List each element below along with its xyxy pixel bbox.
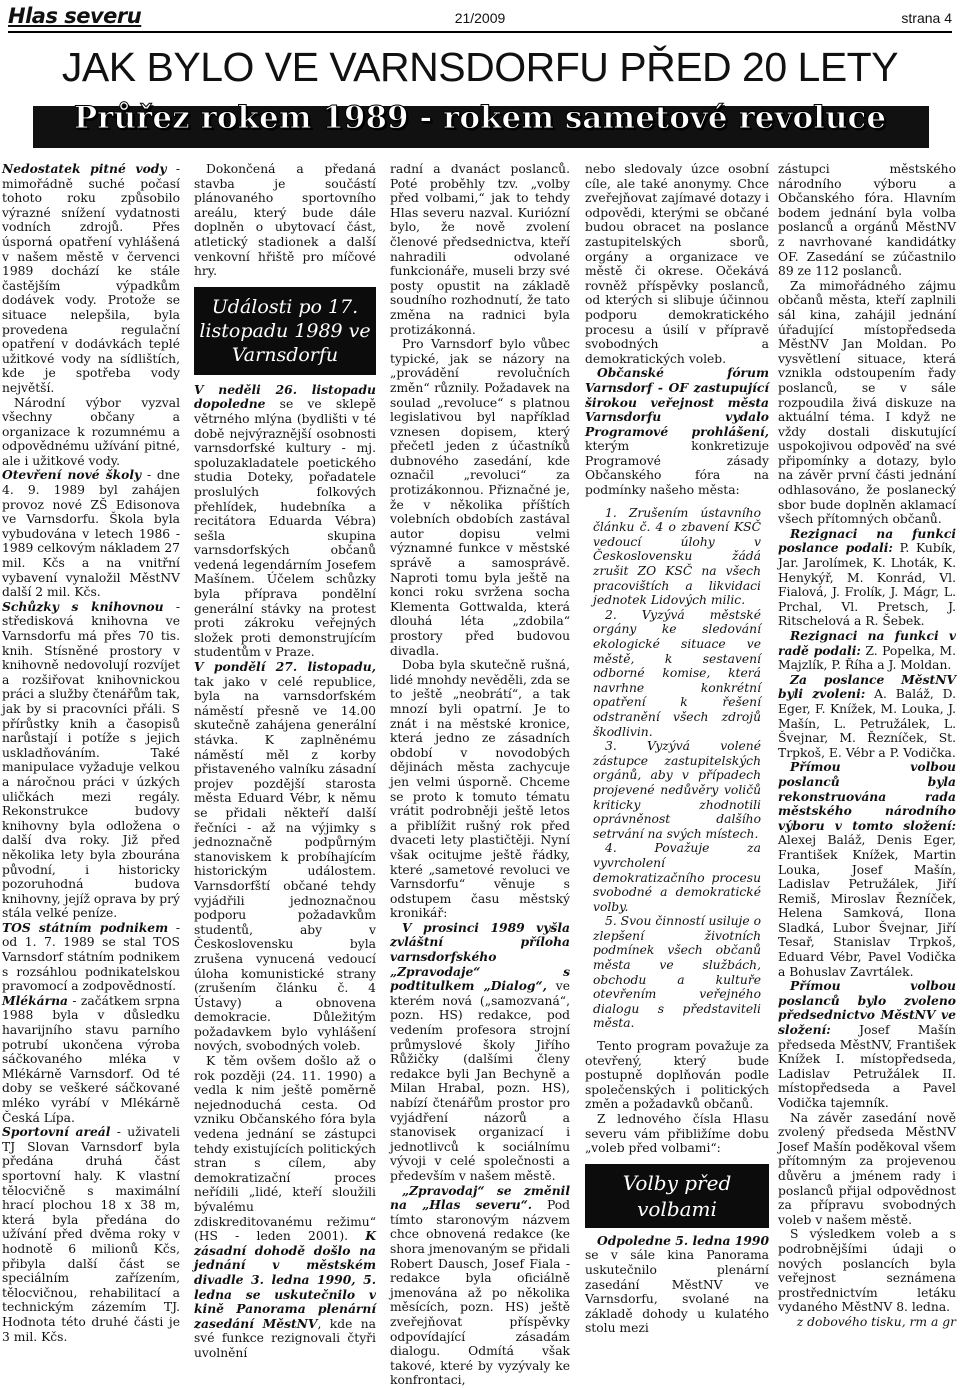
text: tak jako v celé republice, byla na varnsdorfském náměstí přesně ve 14.00 skutečně zahájena generální stávka. K zaplněnému náměstí měl z korby přistaveného valníku zásadní projev pozdější starosta města Eduard Vébr, k němu se přidali někteří další řečníci - až na výjimky s jednoznačně podpůrným stanoviskem k probíhajícím historickým událostem. Varnsdorfští občané tehdy vyjádřili jednoznačnou podporu požadavkům studentů, aby v Československu byla zrušena vynucená vedoucí úloha komunistické strany (zrušením článku č. 4 Ústavy) a obnovena demokracie. Důležitým požadavkem bylo vyhlášení nových, svobodných voleb.: [194, 674, 376, 1054]
paragraph: Za mimořádného zájmu občanů města, kteří zaplnili sál kina, zahájil jednání úřadující místopředseda MěstNV Jan Moldan. Po vysvětlení situace, která vznikla odstoupením řady poslanců, se v sále rozpoudila živá diskuze na aktuální téma. I když ne vždy dostali diskutující uspokojivou odpověď na své připomínky a dotazy, bylo na závěr první části jednání odhlasováno, že poslanecký sbor bude doplněn aklamací všech přítomných občanů.: [778, 278, 956, 527]
paragraph: Pro Varnsdorf bylo vůbec typické, jak se názory na „provádění revolučních změn“ různily. Požadavek na soulad „revoluce“ s platnou legislativou byl například vznesen dopisem, který přečetl jeden z účastníků dubnového zasedání, kde označil „revoluci“ za protizákonnou. Přiznačné je, že v několika příštích volebních obdobích zastával autor dopisu velmi významné funkce v městské správě a samosprávě. Naproti tomu byla ještě na konci roku svržena socha Klementa Gottwalda, která dlouhá léta „zdobila“ prostory před budovou divadla.: [390, 337, 570, 658]
subhead: K zásadní dohodě došlo na jednání v městském divadle 3. ledna 1990, 5. ledna se uskutečnilo v kině Panorama plenární zasedání MěstNV: [194, 1228, 376, 1331]
paragraph: [778, 629, 956, 673]
subhead: Rezignaci na funkci v radě podali:: [778, 628, 956, 658]
column-1: [2, 162, 180, 1372]
paragraph: S výsledkem voleb a s podrobnějšími údaji o nových poslancích byla veřejnost seznámena prostřednictvím letáku vydaného MěstNV 8. ledna.: [778, 1227, 956, 1315]
column-2: [194, 162, 376, 1372]
column-3: [390, 162, 570, 1388]
paragraph: radní a dvanáct poslanců. Poté proběhly tzv. „volby před volbami,“ jak to tehdy Hlas severu nazval. Kuriózní bylo, že nově zvolení členové předsednictva, kteří nahradili odvolané funkcionáře, museli brzy své posty opustit na základě soudního rozhodnutí, že tato změna na radnici byla protizákonná.: [390, 162, 570, 337]
subhead: Sportovní areál: [2, 1124, 111, 1140]
text: - začátkem srpna 1988 byla v důsledku havarijního stavu parního potrubí ukončena výroba sáčkovaného mléka v Mlékárně Varnsdorf. Od té doby se veškeré sáčkované mléko vyrábí v Mlékárně Česká Lípa.: [2, 993, 180, 1125]
subhead: Nedostatek pitné vody: [2, 161, 167, 176]
program-point: 4. Považuje za vyvrcholení demokratizačního procesu svobodné a demokratické volby.: [593, 841, 761, 914]
paragraph: [778, 673, 956, 761]
column-5: [778, 162, 956, 1372]
paragraph: [585, 366, 769, 497]
program-point: 1. Zrušením ústavního článku č. 4 o zbavení KSČ vedoucí úlohy v Československu žádá zrušit ZO KSČ na všech pracovištích a likvidaci jednotek Lidových milic.: [593, 505, 761, 608]
text: K těm ovšem došlo až o rok později (24. 11. 1990) a vedla k nim ještě poměrně nejednoduchá cesta. Od vzniku Občanského fóra byla vedena jednání se zástupci tehdy existujících politických stran s cílem, aby demokratizační proces neřídili „lidé, kteří sloužili bývalému zdiskreditovanému režimu“ (HS - leden 2001).: [194, 1054, 376, 1244]
issue-number: 21/2009: [454, 10, 506, 26]
paragraph: Na závěr zasedání nově zvolený předseda MěstNV Josef Mašín poděkoval všem přítomným za projevenou důvěru a jménem rady i poslanců přijal odpovědnost za přípravu svobodných voleb v našem městě.: [778, 1110, 956, 1227]
paragraph: [2, 921, 180, 994]
paragraph: [194, 383, 376, 660]
subhead: Odpoledne 5. ledna 1990: [597, 1232, 769, 1248]
paragraph: Doba byla skutečně rušná, lidé mnohdy nevěděli, zda se to ještě „neobrátí“, a tak mnozí byli opatrní. Je to znát i na městské kronice, která jedno ze zásadních období v novodobých dějinách města zachycuje jen velmi úsporně. Chceme se proto k tomuto tématu vrátit podrobněji ještě letos a přiblížit rušný rok před dvaceti lety plastičtěji. Nyní však ocitujme ještě řádky, které „sametové revoluci ve Varnsdorfu“ věnuje s odstupem času městský kronikář:: [390, 658, 570, 921]
section-box-elections: Volby před volbami: [585, 1164, 769, 1228]
text: , kde na své funkce rezignovali čtyři uvolnění: [194, 1316, 377, 1360]
text: se ve sklepě větrného mlýna (bydlišti v té době nejvýraznější osobnosti varnsdorfské kultury - mj. spoluzakladatele poetického studia Doteky, pořadatele proslulých folkových přehlídek, hudebníka a recitátora Eduarda Vébra) sešla skupina varnsdorfských občanů vedená legendárním Josefem Mašínem. Účelem schůzky byla příprava pondělní generální stávky na protest proti zákroku veřejných složek proti demonstrujícím studentům v Praze.: [194, 397, 376, 660]
text: Josef Mašín předseda MěstNV, František Knížek I. místopředseda, Ladislav Petružálek II. místopředseda a Pavel Vodička tajemník.: [778, 1023, 956, 1110]
masthead-logo: Hlas severu: [8, 4, 142, 28]
program-point: 2. Vyzývá městské orgány ke sledování ekologické situace ve městě, k sestavení odborné komise, která navrhne konkrétní opatření k řešení odstranění všech zdrojů škodlivin.: [593, 607, 761, 739]
paragraph: nebo sledovaly úzce osobní cíle, ale také anonymy. Chce zveřejňovat zajímavé dotazy i odpovědi, kterými se občané budou obracet na poslance zastupitelských sborů, orgány a organizace ve městě či okrese. Očekává rovněž příspěvky poslanců, od kterých si slibuje účinnou podporu demokratického procesu a úsilí v přípravě svobodných a demokratických voleb.: [585, 162, 769, 366]
text: Alexej Baláž, Denis Eger, František Knížek, Martin Louka, Josef Mašín, Ladislav Petružálek, Jiří Remiš, Miroslav Řezníček, Helena Samková, Ilona Sladká, Lubor Švejnar, Jiří Tesař, Stanislav Trpkoš, Eduard Vébr, Pavel Vodička a Bohuslav Zavrtálek.: [778, 833, 956, 979]
subhead: V neděli 26. listopadu dopoledne: [194, 381, 376, 412]
paragraph: [778, 979, 956, 1110]
subhead: TOS státním podnikem: [2, 919, 169, 935]
text: - mimořádně suché počasí tohoto roku způsobilo výrazné snížení vydatnosti vodních zdrojů. Přes úsporná opatření vyhlášená v našem městě v červenci 1989 dochází ke stále častějším výpadkům dodávek vody. Protože se situace nelepšila, byla provedena regulační opatření v dodávkách teplé užitkové vody na sídlištích, kde je spotřeba vody největší.: [2, 162, 180, 395]
column-4: [585, 162, 769, 1372]
text: se v sále kina Panorama uskutečnilo plenární zasedání MěstNV ve Varnsdorfu, svolané na základě dohody u kulatého stolu mezi: [585, 1248, 769, 1336]
paragraph: [585, 1234, 769, 1336]
paragraph: Z lednového čísla Hlasu severu vám přibližíme dobu „voleb před volbami“:: [585, 1112, 769, 1156]
page-header: [8, 4, 952, 30]
paragraph: [390, 1184, 570, 1388]
text: Z. Popelka, M. Majzlík, P. Říha a J. Moldan.: [778, 643, 956, 673]
paragraph: Dokončená a předaná stavba je součástí plánovaného sportovního areálu, který bude dále doplněn o ubytovací část, atletický stadionek a další venkovní hřiště pro míčové hry.: [194, 162, 376, 279]
subhead: V prosinci 1989 vyšla zvláštní příloha varnsdorfského „Zpravodaje“ s podtitulkem „Dialog“,: [390, 919, 570, 994]
text: - uživateli TJ Slovan Varnsdorf byla předána druhá část sportovní haly. K vlastní tělocvičně s maximální hrací plochou 18 x 38 m, která byla předána do užívání před dvěma roky v hodnotě 6 milionů Kčs, přibyla další část se speciálním zařízením, tělocvičnou, rehabilitací a technickým zázemím TJ. Hodnota této druhé části je 3 mil. Kčs.: [2, 1125, 180, 1344]
text: Pod tímto staronovým názvem chce obnovená redakce (ke shora jmenovaným se přidali Robert Dausch, Josef Fiala - redakce byla oficiálně jmenována až po několika měsících, pozn. HS) ještě zveřejňovat příspěvky odpovídající zásadám dialogu. Odmítá však takové, které by vyzývaly ke konfrontaci,: [390, 1198, 570, 1388]
subhead: Rezignaci na funkci poslance podali:: [778, 525, 956, 556]
text: P. Kubík, Jar. Jarolímek, K. Lhoták, K. Henykýř, M. Konrád, Vl. Fialová, J. Frolík, J. Mágr, L. Prchal, Vl. Pretsch, J. Ritschelová a R. Šebek.: [778, 541, 956, 629]
headline: JAK BYLO VE VARNSDORFU PŘED 20 LETY: [61, 44, 899, 90]
program-point: 5. Svou činností usiluje o zlepšení životních podmínek všech občanů města ve službách, obchodu a kultuře otevřením veřejného dialogu s představiteli města.: [593, 914, 761, 1031]
paragraph: zástupci městského národního výboru a Občanského fóra. Hlavním bodem jednání byla volba poslanců a orgánů MěstNV z navrhované kandidátky OF. Zasedání se zúčastnilo 89 ze 112 poslanců.: [778, 162, 956, 279]
subhead: Mlékárna: [2, 992, 68, 1008]
text: - od 1. 7. 1989 se stal TOS Varnsdorf státním podnikem s rozsáhlou podnikatelskou pravomocí a zodpovědností.: [2, 920, 180, 994]
banner-title: Průřez rokem 1989 - rokem sametové revoluce: [73, 100, 887, 136]
paragraph: [778, 760, 956, 979]
program-points: [593, 506, 761, 1031]
text: - středisková knihovna ve Varnsdorfu má přes 70 tis. knih. Stísněné prostory v knihovně nedovolují rozvíjet a rozšiřovat knihovnickou práci a služby čtenářům tak, jak by si pracovníci přáli. S přírůstky knih a časopisů narůstají i potíže s jejich uskladňováním. Také manipulace vyžaduje velkou a náročnou práci v úzkých uličkách mezi regály. Rekonstrukce budovy knihovny byla odložena o další dva roky. Již před několika lety byla zbourána původní, i historicky pozoruhodná budova knihovny, jejíž oprava by prý stála velké peníze.: [2, 599, 180, 921]
text: kterým konkretizuje Programové zásady Občanského fóra na podmínky našeho města:: [585, 439, 769, 498]
paragraph: [194, 1054, 376, 1360]
subhead: Za poslance MěstNV byli zvoleni:: [778, 671, 956, 702]
paragraph: [778, 527, 956, 629]
paragraph: [390, 921, 570, 1184]
text: ve kterém nová („samozvaná“, pozn. HS) redakce, pod vedením profesora strojní průmyslové školy Jiřího Růžičky (dalšími členy redakce byli Jan Bechyně a Milan Hrabal, pozn. HS), nabízí čtenářům prostor pro vyjádření názorů a stanovisek organizací i jednotlivců k sociálnímu vývoji v celé společnosti a především v našem městě.: [390, 979, 570, 1183]
author-signature: z dobového tisku, rm a gr: [796, 1314, 956, 1329]
paragraph: [2, 994, 180, 1125]
program-point: 3. Vyzývá volené zástupce zastupitelských orgánů, aby v případech projevené nedůvěry voličů kriticky zhodnotili oprávněnost dalšího setrvání na svých místech.: [593, 739, 761, 841]
header-rule: [8, 31, 952, 33]
paragraph: Národní výbor vyzval všechny občany a organizace k rozumnému a odpovědnému užívání pitné, ale i užitkové vody.: [2, 395, 180, 468]
paragraph: [2, 600, 180, 921]
subhead: Přímou volbou poslanců bylo zvoleno předsednictvo MěstNV ve složení:: [778, 978, 956, 1038]
subhead: „Zpravodaj“ se změnil na „Hlas severu“.: [390, 1182, 570, 1213]
paragraph: [2, 1125, 180, 1344]
subhead: Otevření nové školy: [2, 467, 142, 483]
subhead: Přímou volbou poslanců byla rekonstruována rada městského národního výboru v tomto složení:: [778, 759, 956, 833]
page-number: strana 4: [901, 10, 952, 26]
text: - dne 4. 9. 1989 byl zahájen provoz nové ZŠ Edisonova ve Varnsdorfu. Škola byla vybudována v letech 1986 - 1989 celkovým nákladem 27 mil. Kčs a na vnitřní vybavení vynaložil MěstNV další 2 mil. Kčs.: [2, 468, 180, 600]
subhead: Občanské fórum Varnsdorf - OF zastupující širokou veřejnost města Varnsdorfu vydalo Programové prohlášení,: [585, 365, 769, 439]
paragraph: [194, 660, 376, 1054]
paragraph: Tento program považuje za otevřený, který bude postupně doplňován podle společenských i politických změn a požadavků občanů.: [585, 1039, 769, 1112]
section-box-events: Události po 17. listopadu 1989 ve Varnsdorfu: [194, 287, 376, 375]
subhead: V pondělí 27. listopadu,: [194, 659, 376, 675]
paragraph: [2, 468, 180, 599]
text: A. Baláž, D. Eger, F. Knížek, M. Louka, J. Mašín, L. Petružálek, L. Švejnar, M. Řezníček, St. Trpkoš, E. Vébr a P. Vodička.: [778, 687, 956, 760]
subhead: Schůzky s knihovnou: [2, 598, 164, 614]
paragraph: [2, 162, 180, 396]
